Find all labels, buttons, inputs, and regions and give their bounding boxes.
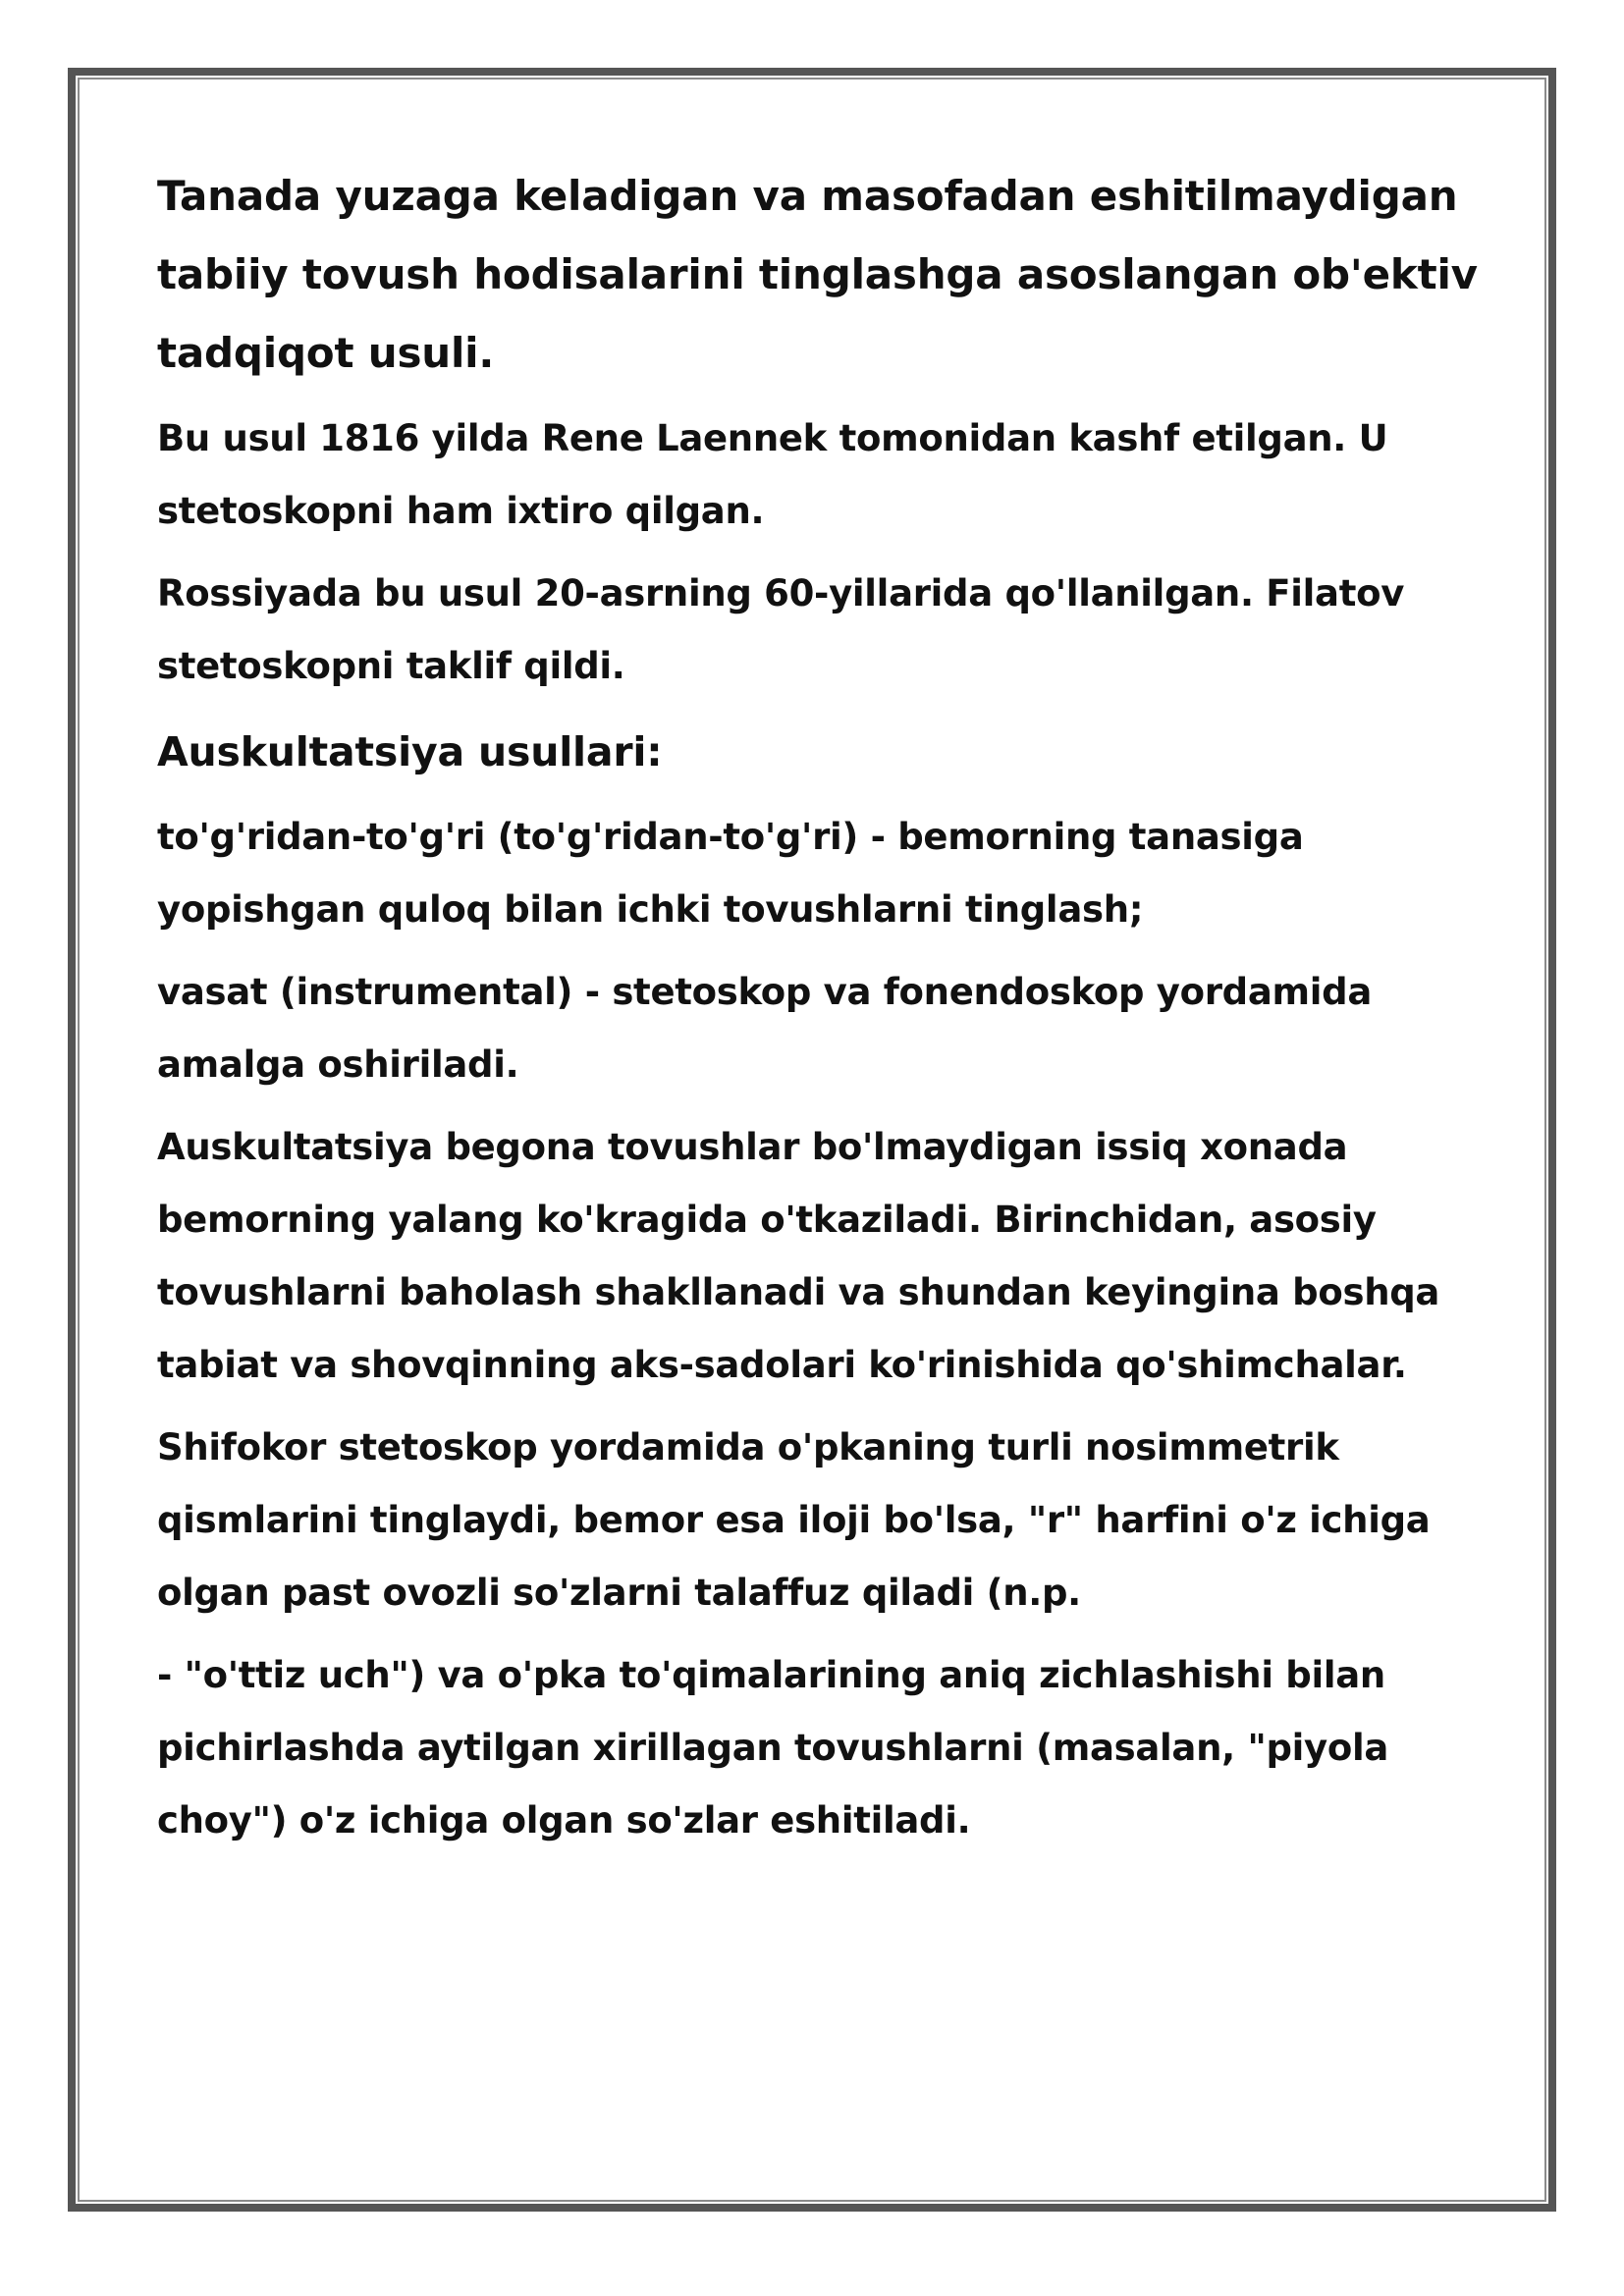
document-heading: Tanada yuzaga keladigan va masofadan eshitilmaydigan tabiiy tovush hodisalarini tinglashga asoslangan ob'ektiv tadqiqot usuli. <box>157 172 1478 377</box>
document-body <box>157 157 1492 1867</box>
method-paragraph: Shifokor stetoskop yordamida o'pkaning turli nosimmetrik qismlarini tinglaydi, bemor esa iloji bo'lsa, "r" harfini o'z ichiga olgan past ovozli so'zlarni talaffuz qiladi (n.p. <box>157 1426 1431 1614</box>
intro-paragraph: Rossiyada bu usul 20-asrning 60-yillarida qo'llanilgan. Filatov stetoskopni taklif qildi. <box>157 572 1405 687</box>
method-paragraph: Auskultatsiya begona tovushlar bo'lmaydigan issiq xonada bemorning yalang ko'kragida o'tkaziladi. Birinchidan, asosiy tovushlarni baholash shakllanadi va shundan keyingina boshqa tabiat va shovqinning aks-sadolari ko'rinishida qo'shimchalar. <box>157 1126 1440 1386</box>
method-paragraph: vasat (instrumental) - stetoskop va fonendoskop yordamida amalga oshiriladi. <box>157 971 1372 1086</box>
method-paragraph: to'g'ridan-to'g'ri (to'g'ridan-to'g'ri) - bemorning tanasiga yopishgan quloq bilan ichki tovushlarni tinglash; <box>157 816 1304 931</box>
section-subheading: Auskultatsiya usullari: <box>157 728 663 775</box>
method-paragraph: - "o'ttiz uch") va o'pka to'qimalarining aniq zichlashishi bilan pichirlashda aytilgan xirillagan tovushlarni (masalan, "piyola choy") o'z ichiga olgan so'zlar eshitiladi. <box>157 1654 1388 1842</box>
intro-paragraph: Bu usul 1816 yilda Rene Laennek tomonidan kashf etilgan. U stetoskopni ham ixtiro qilgan. <box>157 417 1388 532</box>
